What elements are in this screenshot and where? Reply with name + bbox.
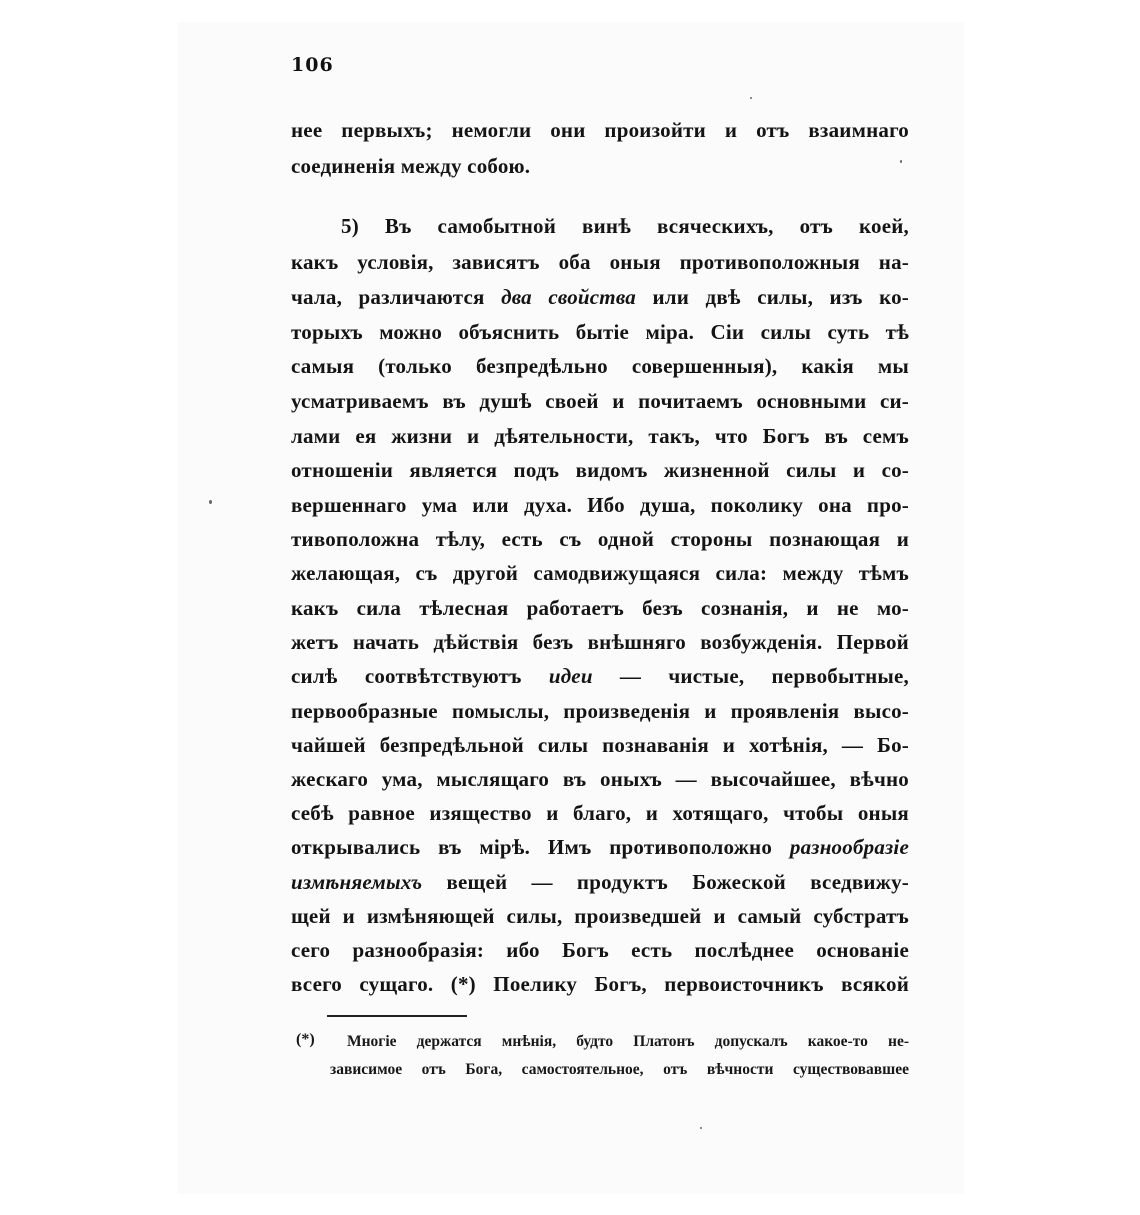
- text-line: какъ сила тѣлесная работаетъ безъ сознанія, и не мо-: [291, 596, 909, 620]
- text-line: нее первыхъ; немогли они произойти и отъ взаимнаго: [291, 118, 909, 142]
- text-line: самыя (только безпредѣльно совершенныя), какія мы: [291, 354, 909, 378]
- text-segment: открывались въ мірѣ. Имъ противоположно: [291, 835, 790, 859]
- text-line: сего разнообразія: ибо Богъ есть послѣднее основаніе: [291, 938, 909, 962]
- text-segment: — чистые, первобытные,: [592, 664, 909, 688]
- italic-term: идеи: [548, 664, 593, 688]
- text-line: [291, 868, 909, 896]
- text-line: вершеннаго ума или духа. Ибо душа, поколику она про-: [291, 493, 909, 517]
- text-line: всего сущаго. (*) Поелику Богъ, первоисточникъ всякой: [291, 972, 909, 996]
- page-number: 106: [291, 54, 334, 76]
- text-line: жетъ начать дѣйствія безъ внѣшняго возбужденія. Первой: [291, 630, 909, 654]
- footnote-marker: (*): [296, 1031, 315, 1048]
- text-line: себѣ равное изящество и благо, и хотящаго, чтобы оныя: [291, 801, 909, 825]
- text-segment: вещей — продуктъ Божеской вседвижу-: [422, 870, 909, 894]
- text-segment: чала, различаются: [291, 285, 502, 309]
- italic-term: два свойства: [501, 285, 636, 309]
- scan-speck: [750, 97, 752, 99]
- footnote-line: зависимое отъ Бога, самостоятельное, отъ вѣчности существовавшее: [330, 1061, 909, 1078]
- text-line: [291, 833, 909, 861]
- scan-speck: [209, 500, 212, 504]
- footnote-line: Многіе держатся мнѣнія, будто Платонъ допускалъ какое-то не-: [347, 1033, 909, 1050]
- text-line: жескаго ума, мыслящаго въ оныхъ — высочайшее, вѣчно: [291, 767, 909, 791]
- text-line: отношеніи является подъ видомъ жизненной силы и со-: [291, 458, 909, 482]
- text-segment: или двѣ силы, изъ ко-: [635, 285, 909, 309]
- footnote-divider: [327, 1015, 467, 1017]
- italic-term: разнообразіе: [789, 835, 909, 859]
- italic-term: измѣняемыхъ: [291, 870, 423, 894]
- text-line: щей и измѣняющей силы, произведшей и самый субстратъ: [291, 904, 909, 928]
- text-line: тивоположна тѣлу, есть съ одной стороны познающая и: [291, 527, 909, 551]
- text-line: усматриваемъ въ душѣ своей и почитаемъ основными си-: [291, 389, 909, 413]
- text-line: [291, 662, 909, 690]
- scan-speck: [700, 1127, 702, 1129]
- text-segment: силѣ соотвѣтствуютъ: [291, 664, 549, 688]
- text-line: соединенія между собою.: [291, 154, 531, 178]
- text-line: торыхъ можно объяснить бытіе міра. Сіи силы суть тѣ: [291, 320, 909, 344]
- text-line: чайшей безпредѣльной силы познаванія и хотѣнія, — Бо-: [291, 733, 909, 757]
- text-line: лами ея жизни и дѣятельности, такъ, что Богъ въ семъ: [291, 424, 909, 448]
- text-line: первообразные помыслы, произведенія и проявленія высо-: [291, 699, 909, 723]
- text-line: [291, 283, 909, 311]
- scan-speck: [900, 160, 902, 163]
- text-line: какъ условія, зависятъ оба оныя противоположныя на-: [291, 250, 909, 274]
- text-line: 5) Въ самобытной винѣ всяческихъ, отъ коей,: [341, 214, 909, 238]
- text-line: желающая, съ другой самодвижущаяся сила: между тѣмъ: [291, 561, 909, 585]
